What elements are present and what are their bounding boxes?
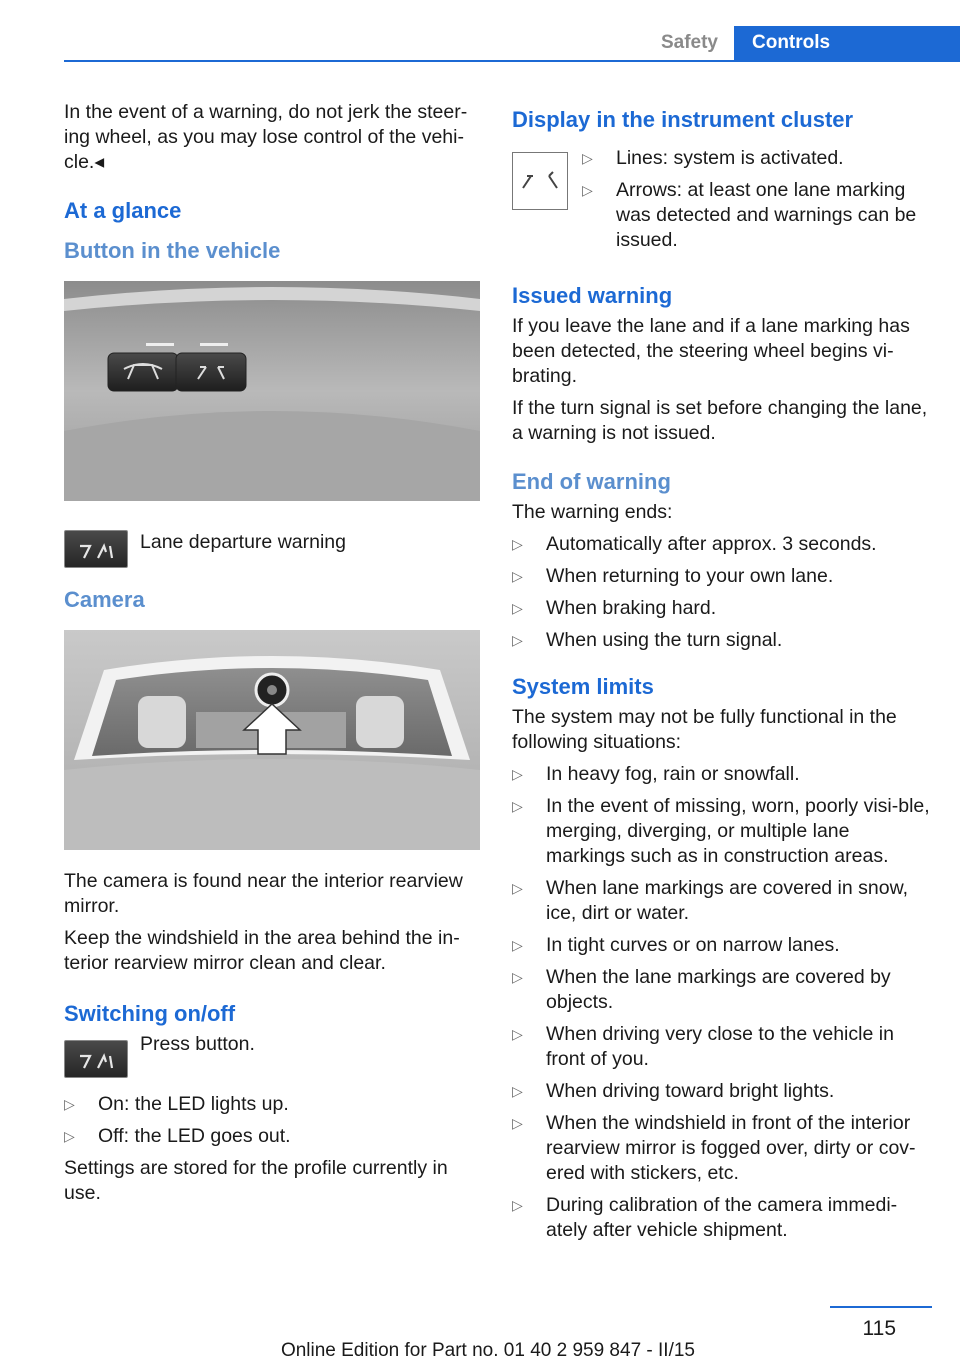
list-item: ▷ Lines: system is activated. [582, 147, 844, 169]
display-list [582, 146, 932, 260]
footer-rule [830, 1306, 932, 1308]
list-item: ▷ When using the turn signal. [512, 629, 783, 651]
display-legend [512, 146, 932, 260]
press-button-label: Press button. [140, 1033, 255, 1055]
intro-warning-text: In the event of a warning, do not jerk the steer-ing wheel, as you may lose control of the vehi-cle.◂ [64, 101, 468, 173]
triangle-bullet-icon: ▷ [582, 150, 593, 166]
lane-departure-label: Lane departure warning [140, 531, 346, 553]
triangle-bullet-icon: ▷ [64, 1096, 75, 1112]
triangle-bullet-icon: ▷ [512, 766, 523, 782]
triangle-bullet-icon: ▷ [512, 632, 523, 648]
list-item: ▷ Arrows: at least one lane marking was detected and warnings can be issued. [582, 179, 917, 251]
switching-on-off-heading: Switching on/off [64, 1001, 236, 1026]
camera-location-text: The camera is found near the interior rearview mirror. [64, 870, 463, 917]
list-item: ▷ When driving toward bright lights. [512, 1080, 835, 1102]
triangle-bullet-icon: ▷ [512, 969, 523, 985]
limits-intro-text: The system may not be fully functional in the following situations: [512, 706, 897, 753]
list-item: ▷ In tight curves or on narrow lanes. [512, 934, 840, 956]
triangle-bullet-icon: ▷ [512, 1026, 523, 1042]
edition-text: Online Edition for Part no. 01 40 2 959 847 - II/15 [280, 1340, 695, 1361]
end-list [512, 532, 932, 653]
triangle-bullet-icon: ▷ [512, 1197, 523, 1213]
list-item: ▷ During calibration of the camera immedi-ately after vehicle shipment. [512, 1194, 898, 1241]
list-item: ▷ When the lane markings are covered by objects. [512, 966, 891, 1013]
triangle-bullet-icon: ▷ [582, 182, 593, 198]
end-intro-text: The warning ends: [512, 501, 673, 523]
turn-signal-text: If the turn signal is set before changing the lane, a warning is not issued. [512, 397, 928, 444]
list-item: ▷ When lane markings are covered in snow, ice, dirt or water. [512, 877, 909, 924]
system-limits-heading: System limits [512, 674, 654, 699]
list-item: ▷ When braking hard. [512, 597, 717, 619]
settings-note: Settings are stored for the profile currently in use. [64, 1157, 448, 1204]
triangle-bullet-icon: ▷ [512, 937, 523, 953]
end-of-warning-heading: End of warning [512, 469, 671, 494]
issued-warning-text: If you leave the lane and if a lane marking has been detected, the steering wheel begins vi-brating. [512, 315, 910, 387]
lane-departure-button-icon [64, 1040, 128, 1078]
camera-heading: Camera [64, 587, 145, 612]
page-header [0, 0, 960, 62]
at-a-glance-heading: At a glance [64, 198, 182, 223]
list-item: ▷ Off: the LED goes out. [64, 1125, 291, 1147]
lane-departure-legend [64, 530, 482, 568]
triangle-bullet-icon: ▷ [512, 1083, 523, 1099]
press-button-legend [64, 1032, 482, 1078]
triangle-bullet-icon: ▷ [512, 1115, 523, 1131]
issued-warning-heading: Issued warning [512, 283, 673, 308]
limits-list [512, 762, 932, 1243]
list-item: ▷ When driving very close to the vehicle in front of you. [512, 1023, 894, 1070]
lane-lines-display-icon [512, 152, 568, 210]
page-footer [0, 1300, 960, 1362]
list-item: ▷ When returning to your own lane. [512, 565, 834, 587]
page-number: 115 [862, 1317, 896, 1340]
header-chapter-controls: Controls [734, 26, 960, 62]
camera-clean-text: Keep the windshield in the area behind the in-terior rearview mirror clean and clear. [64, 927, 460, 974]
camera-location-photo [64, 630, 480, 850]
list-item: ▷ In the event of missing, worn, poorly visi-ble, merging, diverging, or multiple lane markings such as in construction areas. [512, 795, 930, 867]
list-item: ▷ When the windshield in front of the interior rearview mirror is fogged over, dirty or cov-ered with stickers, etc. [512, 1112, 916, 1184]
left-column [64, 100, 482, 1213]
display-heading: Display in the instrument cluster [512, 107, 854, 132]
list-item: ▷ On: the LED lights up. [64, 1093, 289, 1115]
right-column [512, 100, 932, 1250]
vehicle-button-photo [64, 281, 480, 501]
header-section-safety: Safety [660, 32, 718, 53]
triangle-bullet-icon: ▷ [512, 880, 523, 896]
lane-departure-icon [64, 530, 128, 568]
triangle-bullet-icon: ▷ [512, 568, 523, 584]
switch-list [64, 1092, 482, 1149]
triangle-bullet-icon: ▷ [512, 798, 523, 814]
triangle-bullet-icon: ▷ [64, 1128, 75, 1144]
list-item: ▷ Automatically after approx. 3 seconds. [512, 533, 877, 555]
triangle-bullet-icon: ▷ [512, 600, 523, 616]
triangle-bullet-icon: ▷ [512, 536, 523, 552]
header-rule [64, 60, 960, 62]
button-in-vehicle-heading: Button in the vehicle [64, 238, 281, 263]
list-item: ▷ In heavy fog, rain or snowfall. [512, 763, 800, 785]
